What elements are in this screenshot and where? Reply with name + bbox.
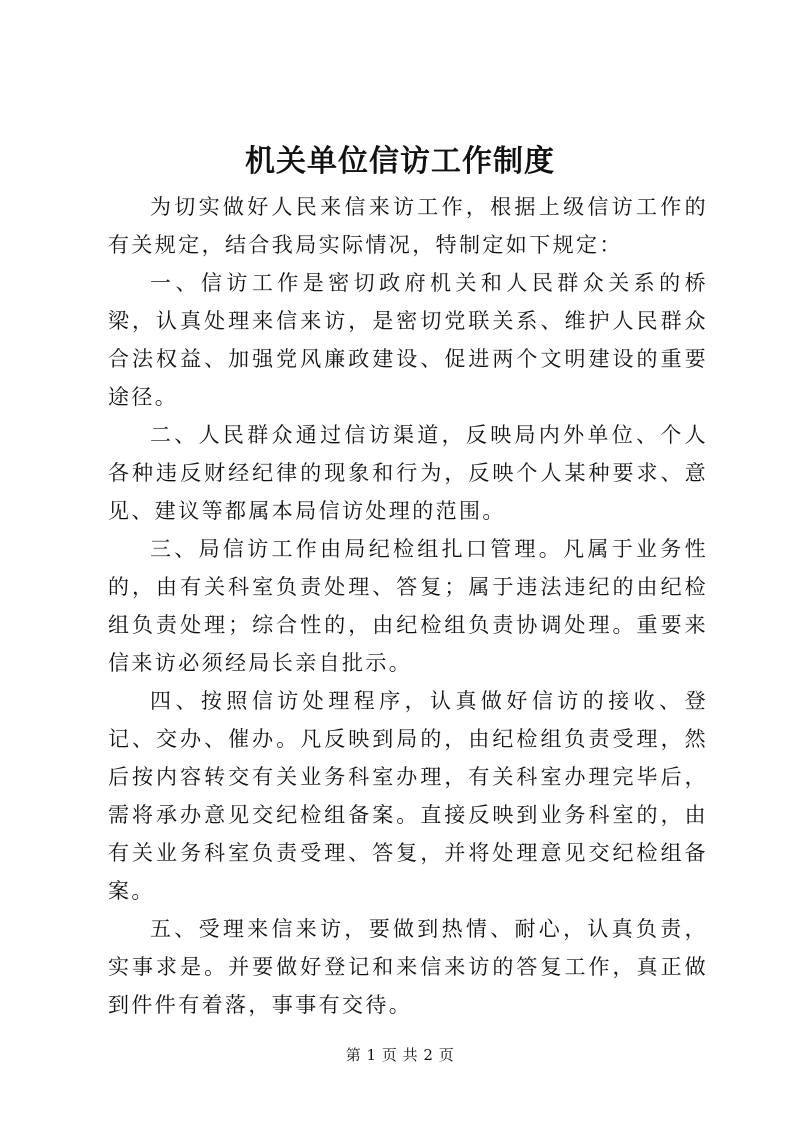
paragraph-3: 三、局信访工作由局纪检组扎口管理。凡属于业务性的，由有关科室负责处理、答复；属于违法违纪的由纪检组负责处理；综合性的，由纪检组负责协调处理。重要来信来访必须经局长亲自批示。	[108, 537, 708, 675]
document-title: 机关单位信访工作制度	[245, 144, 555, 179]
paragraph-intro: 为切实做好人民来信来访工作，根据上级信访工作的有关规定，结合我局实际情况，特制定如下规定：	[108, 195, 708, 257]
paragraph-1: 一、信访工作是密切政府机关和人民群众关系的桥梁，认真处理来信来访，是密切党联关系、维护人民群众合法权益、加强党风廉政建设、促进两个文明建设的重要途径。	[108, 271, 708, 409]
paragraph-2: 二、人民群众通过信访渠道，反映局内外单位、个人各种违反财经纪律的现象和行为，反映个人某种要求、意见、建议等都属本局信访处理的范围。	[108, 423, 708, 523]
paragraph-5: 五、受理来信来访，要做到热情、耐心，认真负责，实事求是。并要做好登记和来信来访的答复工作，真正做到件件有着落，事事有交待。	[108, 917, 708, 1017]
document-body	[108, 188, 708, 1024]
paragraph-4: 四、按照信访处理程序，认真做好信访的接收、登记、交办、催办。凡反映到局的，由纪检组负责受理，然后按内容转交有关业务科室办理，有关科室办理完毕后，需将承办意见交纪检组备案。直接反映到业务科室的，由有关业务科室负责受理、答复，并将处理意见交纪检组备案。	[108, 689, 708, 903]
page-number-footer: 第 1 页 共 2 页	[345, 1046, 455, 1064]
